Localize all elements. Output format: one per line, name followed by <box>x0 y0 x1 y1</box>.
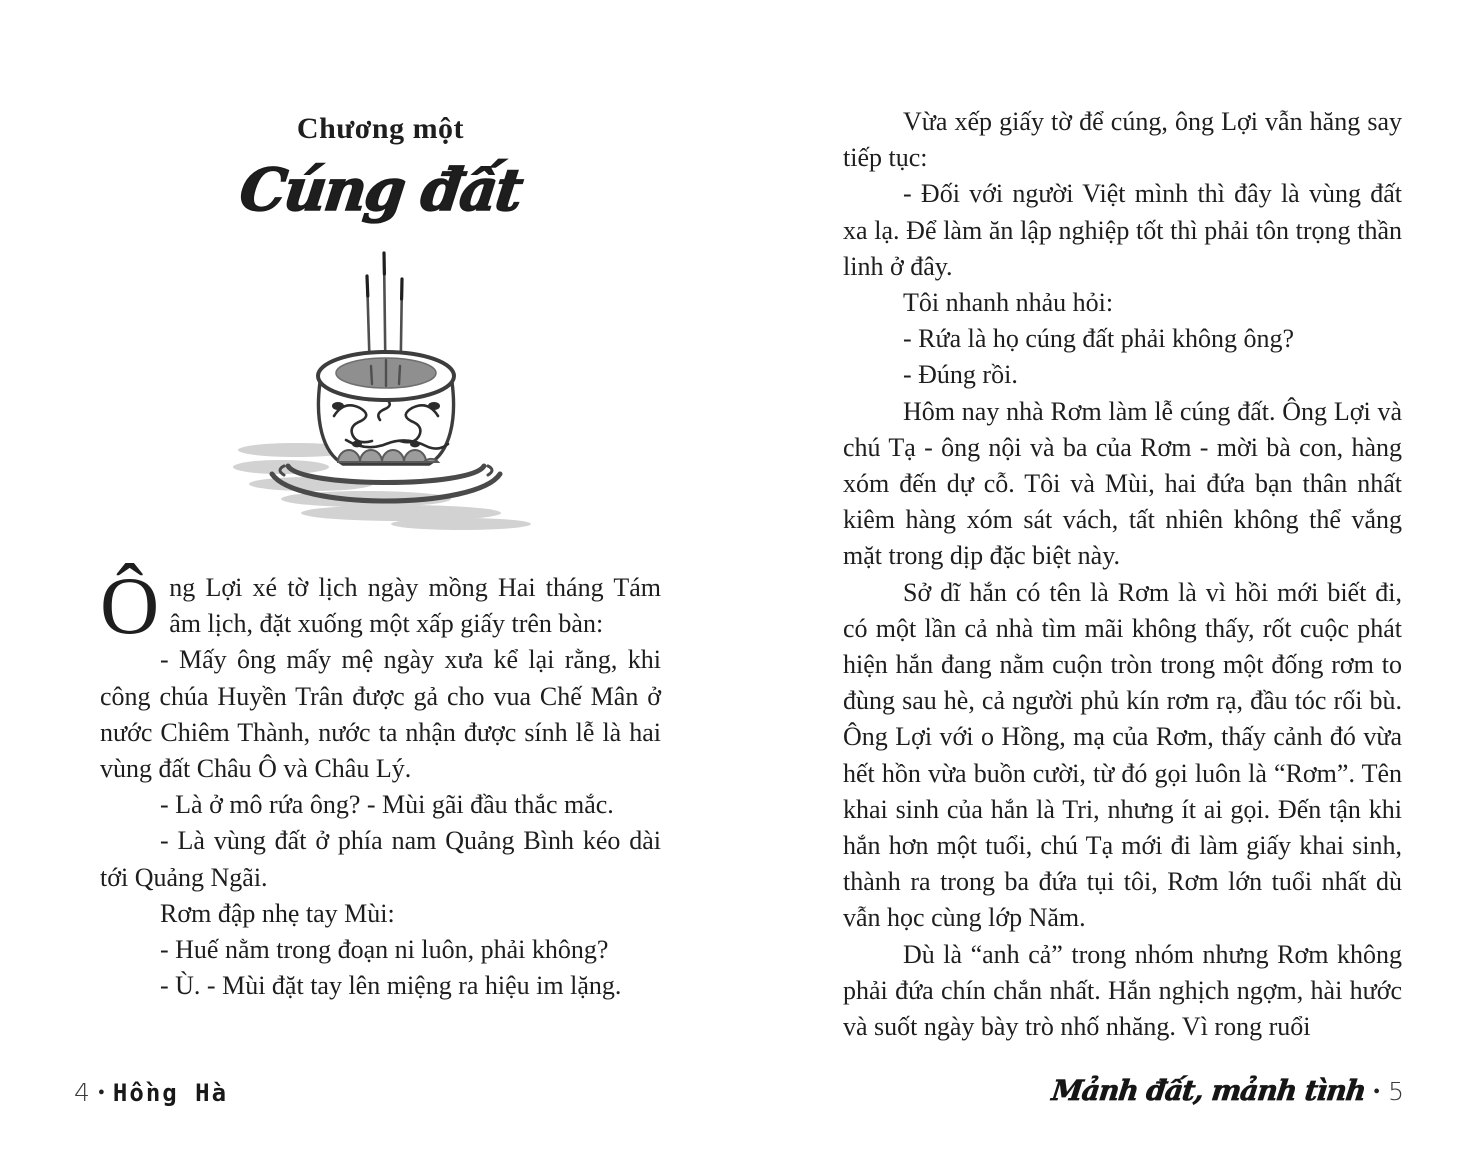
drop-cap: Ô <box>100 560 160 651</box>
paragraph: - Đối với người Việt mình thì đây là vùng đất xa lạ. Để làm ăn lập nghiệp tốt thì phải tôn trọng thần linh ở đây. <box>843 179 1402 281</box>
right-page <box>843 104 1402 1045</box>
chapter-title: Cúng đất <box>236 156 525 224</box>
left-page <box>100 112 661 1001</box>
paragraph: - Mấy ông mấy mệ ngày xưa kể lại rằng, khi công chúa Huyền Trân được gả cho vua Chế Mân ở nước Chiêm Thành, nước ta nhận được sính lễ là hai vùng đất Châu Ô và Châu Lý. <box>100 645 661 784</box>
paragraph: - Là vùng đất ở phía nam Quảng Bình kéo dài tới Quảng Ngãi. <box>100 826 661 892</box>
paragraph: Dù là “anh cả” trong nhóm nhưng Rơm không phải đứa chín chắn nhất. Hắn nghịch ngợm, hài hước và suốt ngày bày trò nhố nhăng. Vì rong ruổi <box>843 939 1402 1042</box>
paragraph: - Ù. - Mùi đặt tay lên miệng ra hiệu im lặng. <box>160 971 622 1001</box>
right-page-footer <box>1049 1074 1404 1107</box>
page-number: 5 <box>1388 1077 1404 1106</box>
paragraph: Vừa xếp giấy tờ để cúng, ông Lợi vẫn hăng say tiếp tục: <box>843 107 1402 173</box>
footer-separator-dot: • <box>97 1082 105 1104</box>
incense-burner-illustration <box>226 248 650 548</box>
paragraph: Rơm đập nhẹ tay Mùi: <box>160 898 395 928</box>
paragraph: - Rứa là họ cúng đất phải không ông? <box>903 324 1295 354</box>
paragraph: - Đúng rồi. <box>903 360 1018 390</box>
author-running-title: Hồng Hà <box>112 1079 229 1107</box>
book-running-title: Mảnh đất, mảnh tình <box>1049 1074 1368 1107</box>
paragraph: Hôm nay nhà Rơm làm lễ cúng đất. Ông Lợi và chú Tạ - ông nội và ba của Rơm - mời bà con, hàng xóm đến dự cỗ. Tôi và Mùi, hai đứa bạn thân nhất kiêm hàng xóm sát vách, tất nhiên không thể vắng mặt trong dịp đặc biệt này. <box>843 396 1402 571</box>
footer-separator-dot: • <box>1373 1081 1381 1103</box>
chapter-label: Chương một <box>296 112 465 145</box>
paragraph: - Huế nằm trong đoạn ni luôn, phải không? <box>160 935 609 965</box>
page-number: 4 <box>74 1078 90 1107</box>
paragraph: - Là ở mô rứa ông? - Mùi gãi đầu thắc mắc. <box>160 790 614 820</box>
paragraph: Tôi nhanh nhảu hỏi: <box>903 288 1114 318</box>
paragraph: Sở dĩ hắn có tên là Rơm là vì hồi mới biết đi, có một lần cả nhà tìm mãi không thấy, rốt cuộc phát hiện hắn đang nằm cuộn tròn trong một đống rơm to đùng sau hè, cả người phủ kín rơm rạ, đầu tóc rối bù. Ông Lợi với o Hồng, mạ của Rơm, thấy cảnh đó vừa hết hồn vừa buồn cười, từ đó gọi luôn là “Rơm”. Tên khai sinh của hắn là Tri, nhưng ít ai gọi. Đến tận khi hắn hơn một tuổi, chú Tạ mới đi làm giấy khai sinh, thành ra trong ba đứa tụi tôi, Rơm lớn tuổi nhất dù vẫn học cùng lớp Năm. <box>843 577 1402 933</box>
opening-text: ng Lợi xé tờ lịch ngày mồng Hai tháng Tám âm lịch, đặt xuống một xấp giấy trên bàn: <box>169 573 661 639</box>
opening-paragraph <box>100 560 661 651</box>
left-page-body <box>100 560 661 1004</box>
left-page-footer <box>74 1078 228 1107</box>
